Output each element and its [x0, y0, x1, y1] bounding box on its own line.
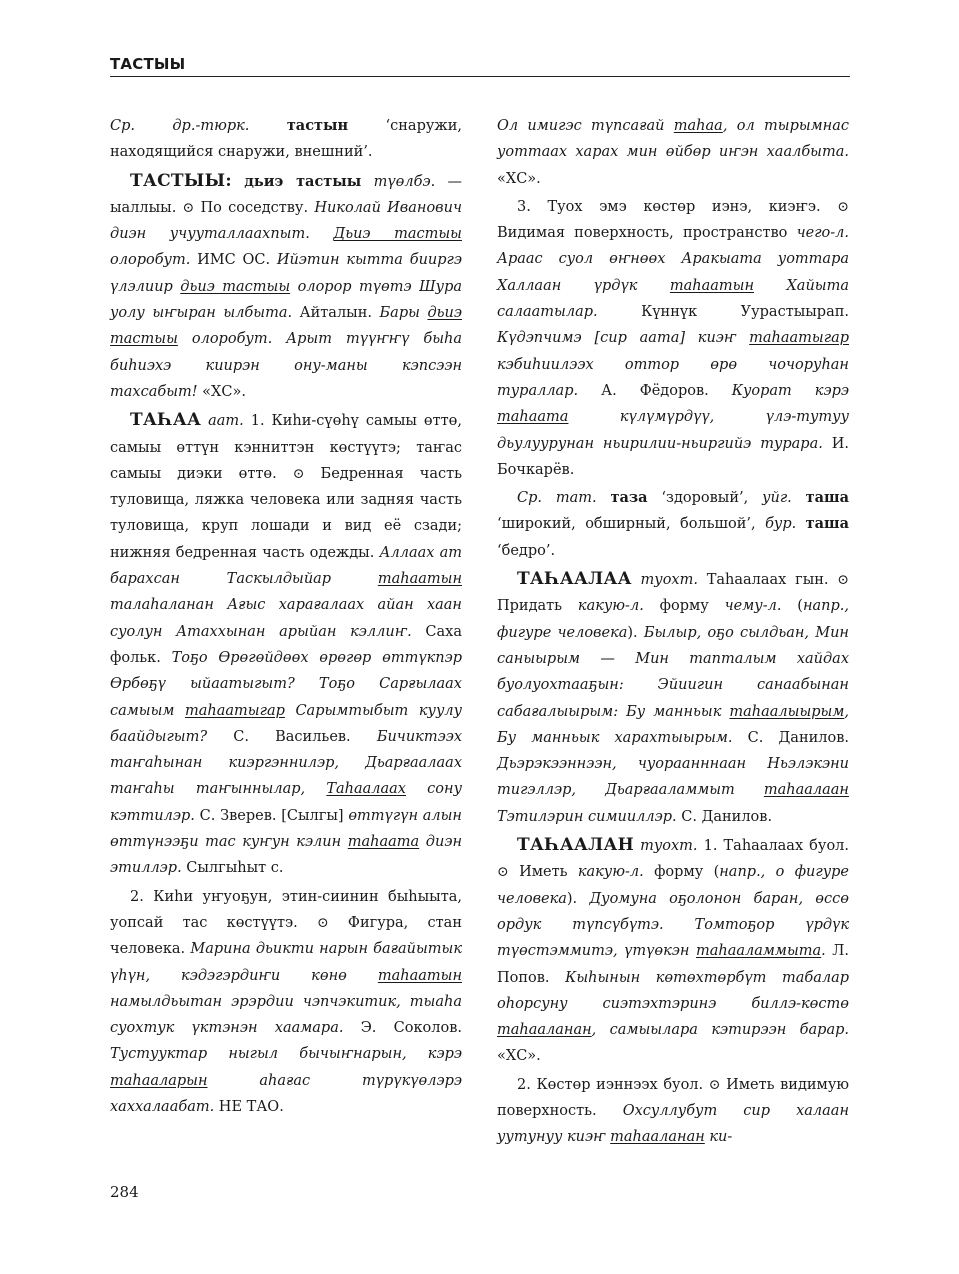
text-segment: форму	[643, 598, 725, 615]
meaning-marker-icon: ⊙	[497, 864, 509, 881]
italic-text: Араас суол өҥнөөх Аракыата уоттара Халлаан үрдүк	[497, 251, 849, 294]
italic-text: намылдьытан эрэрдии чэпчэкитик, тыаһа суохтук үктэнэн хаамара.	[110, 993, 462, 1037]
underlined-example: таһаата	[497, 409, 569, 426]
text-segment: А. Фёдоров.	[578, 382, 732, 399]
text-segment	[249, 118, 286, 134]
italic-text: Күдэпчимэ [сир аата] киэҥ	[497, 330, 750, 347]
underlined-example: таһааларын	[110, 1072, 208, 1089]
text-segment: «ХС».	[497, 170, 541, 187]
right-column	[497, 113, 849, 1153]
text-segment: С. Данилов.	[676, 808, 773, 825]
entry-paragraph	[497, 1072, 849, 1151]
italic-text: кэбиһиилээх оттор өрө чочоруһан тураллар.	[497, 356, 849, 399]
italic-text: түөлбэ.	[373, 173, 436, 190]
text-segment: С. Васильев.	[207, 728, 377, 745]
italic-text: , самыылара кэтирээн барар.	[591, 1022, 849, 1039]
italic-text: Ср. др.-тюрк.	[110, 118, 250, 134]
italic-text: какую-л.	[577, 864, 644, 881]
meaning-marker-icon: ⊙	[182, 199, 195, 216]
italic-text: .	[821, 943, 826, 960]
italic-text: напр., фигуре человека	[497, 598, 849, 641]
running-header-title: ТАСТЫЫ	[110, 55, 186, 73]
running-header	[110, 55, 850, 77]
italic-text: Ийэтин кытта бииргэ үлэлиир	[110, 252, 462, 295]
underlined-example: дьиэ тастыы	[180, 278, 291, 295]
entry-paragraph	[497, 485, 849, 564]
italic-text: олорор түөтэ Шура уолу ыҥыран ылбыта.	[110, 278, 462, 322]
italic-text: Аллаах ат барахсан Таскылдыйар	[110, 544, 462, 588]
text-segment	[796, 516, 805, 532]
italic-text: Сарымтыбыт куулу баайдыгыт?	[110, 702, 462, 745]
italic-text: туохт.	[640, 572, 698, 589]
text-segment: ‘бедро’.	[497, 542, 556, 559]
italic-text: чего-л.	[796, 225, 849, 242]
bold-term: таша	[805, 515, 849, 533]
underlined-example: таһааламмыта	[696, 943, 822, 960]
italic-text: Марина дьикти нарын бағайытык үһүн, кэдэгэрдиҥи көнө	[110, 941, 462, 984]
meaning-marker-icon: ⊙	[316, 914, 329, 931]
italic-text: диэн этиллэр.	[110, 834, 462, 877]
text-segment: С. Данилов.	[732, 729, 849, 746]
text-segment: Видимая поверхность, пространство	[497, 225, 797, 242]
text-segment: И. Бочкарёв.	[497, 435, 849, 478]
underlined-example: таһаалаан	[763, 782, 849, 799]
italic-text: олоробут. Арыт түүҥҥү быһа биһиэхэ киирэн ону-маны кэпсээн тахсабыт!	[110, 331, 462, 400]
text-segment: «ХС».	[497, 1048, 541, 1065]
text-segment: Э. Соколов.	[343, 1020, 462, 1037]
entry-paragraph	[497, 194, 849, 483]
text-segment: Придать	[497, 598, 578, 615]
bold-term: дьиэ тастыы	[244, 172, 362, 190]
italic-text: Дьэрэкээннээн, чуораанннаан Ньэлэкэни тигэллэр, Дьарғааламмыт	[497, 756, 849, 799]
text-segment: 2. Көстөр иэннээх буол.	[517, 1076, 709, 1093]
italic-text: олоробут.	[110, 252, 191, 269]
text-segment: Фигура, стан человека.	[110, 914, 462, 958]
bold-term: таша	[805, 489, 850, 507]
text-segment: Саха фольк.	[110, 623, 462, 666]
italic-text: чему-л.	[724, 598, 782, 615]
text-segment: 3. Туох эмэ көстөр иэнэ, киэҥэ.	[517, 198, 838, 215]
text-segment: ‘здоровый’,	[647, 490, 763, 507]
headword: ТАҺААЛАА	[517, 569, 632, 590]
bold-term: таза	[610, 489, 648, 507]
text-segment: НЕ ТАО.	[214, 1098, 284, 1115]
text-segment: ИМС ОС.	[190, 252, 277, 269]
entry-paragraph	[110, 407, 462, 881]
italic-text: туохт.	[640, 838, 698, 855]
meaning-marker-icon: ⊙	[708, 1076, 721, 1093]
text-segment: форму (	[643, 864, 720, 881]
italic-text: күлүмүрдүү, үлэ-тутуу дьулуурунан ньирилии-ньиргийэ турара.	[497, 409, 849, 452]
underlined-example: таһаатын	[377, 967, 462, 984]
text-segment: ‘снаружи, находящийся снаружи, внешний’.	[110, 118, 463, 161]
italic-text: аат.	[208, 413, 244, 430]
entry-paragraph	[110, 113, 462, 166]
underlined-example: таһаата	[347, 834, 420, 851]
text-segment: ).	[627, 624, 644, 641]
underlined-example: таһаатыгар	[185, 702, 285, 719]
italic-text: какую-л.	[577, 598, 644, 615]
left-column	[110, 113, 462, 1122]
text-segment: «ХС».	[197, 383, 246, 400]
text-segment	[792, 490, 806, 506]
text-segment: По соседству.	[194, 199, 315, 216]
underlined-example: таһаатыгар	[749, 330, 849, 347]
italic-text: Тоҕо Өрөгөйдөөх өрөгөр өттүкпэр Өрбөҕү ыйаатыгыт? Тоҕо Сарғылаах самыым	[110, 649, 462, 719]
underlined-example: Дьиэ тастыы	[333, 226, 462, 243]
headword: ТАҺАА	[130, 410, 202, 431]
underlined-example: таһаа	[673, 118, 723, 134]
text-segment: — ыаллыы.	[110, 173, 463, 216]
italic-text: Кыһынын көтөхтөрбүт табалар оһорсуну сиэтэхтэринэ биллэ-көстө	[497, 969, 849, 1012]
italic-text: аһағас түрүкүөлэрэ хаххалаабат.	[110, 1072, 462, 1115]
text-segment: Таһаалаах гын.	[697, 572, 838, 589]
italic-text: Хайыта салаатылар.	[497, 277, 849, 321]
underlined-example: таһаалыырым	[729, 703, 845, 720]
underlined-example: таһаатын	[377, 571, 462, 588]
text-segment: 1. Киһи-сүөһү самыы өттө, самыы өттүн кэнниттэн көстүүтэ; таҥас самыы диэки өттө.	[110, 413, 463, 482]
underlined-example: дьиэ тастыы	[110, 305, 462, 348]
italic-text: Ол имигэс түпсағай	[497, 118, 674, 134]
italic-text: Дуомуна оҕолонон баран, өссө ордук түпсүбүтэ. Томтоҕор үрдүк түөстэммитэ, үтүөкэн	[497, 890, 849, 960]
italic-text: уйг.	[762, 490, 792, 507]
text-segment	[597, 490, 611, 506]
text-segment: ).	[566, 890, 590, 907]
italic-text: бур.	[765, 516, 797, 533]
italic-text: Николай Иванович диэн учууталлаахпыт.	[110, 199, 462, 243]
italic-text: Бары	[379, 305, 428, 322]
italic-text: Тэтилэрин симииллэр.	[497, 808, 677, 825]
meaning-marker-icon: ⊙	[292, 465, 305, 482]
entry-paragraph	[497, 566, 849, 830]
italic-text: напр., о фигуре человека	[497, 864, 849, 907]
italic-text: Бичиктээх таҥаһынан киэргэннилэр, Дьарғаалаах таҥаһы таҥыннылар,	[110, 728, 462, 798]
italic-text: өттүгүн алын өттүнээҕи тас куҥун кэлин	[110, 807, 462, 851]
page-number: 284	[110, 1183, 139, 1201]
underlined-example: Таһаалаах	[326, 781, 406, 798]
italic-text: Охсуллубут сир халаан уутунуу киэҥ	[497, 1102, 849, 1146]
text-segment: Айталын.	[292, 305, 380, 322]
text-segment	[232, 174, 244, 190]
italic-text: Былыр, оҕо сылдьан, Мин саныырым — Мин тапталым хайдах буолуохтааҕын: Эйиигин санаабынан сабағалыырым: Бу манньык	[497, 624, 849, 720]
underlined-example: таһаатын	[669, 277, 755, 294]
entry-paragraph	[497, 832, 849, 1070]
text-segment: Иметь	[508, 864, 578, 881]
italic-text: Тустууктар ныгыл бычыҥнарын, кэрэ	[110, 1046, 462, 1063]
italic-text: сону кэттилэр.	[110, 781, 462, 824]
italic-text: , Бу манньык харахтыырым.	[497, 703, 849, 746]
underlined-example: таһааланан	[497, 1022, 592, 1039]
italic-text: талаһаланан Ағыс харағалаах айан хаан суолун Атаххынан арыйан кэллиҥ.	[110, 597, 462, 640]
text-segment: Иметь видимую поверхность.	[497, 1076, 849, 1119]
bold-term: тастын	[286, 117, 349, 134]
text-segment: ‘широкий, обширный, большой’,	[497, 516, 766, 533]
text-segment: Күннүк Уурастыырап.	[597, 304, 849, 321]
entry-paragraph	[110, 168, 462, 406]
meaning-marker-icon: ⊙	[837, 198, 849, 215]
text-segment: Бедренная часть туловища, ляжка человека или задняя часть туловища, круп лошади и вид её сзади; нижняя бедренная часть одежды.	[110, 465, 462, 561]
text-segment	[632, 572, 641, 588]
text-segment: С. Зверев. [Сылгы]	[194, 807, 349, 824]
text-segment: Л. Попов.	[497, 943, 849, 986]
headword: ТАҺААЛАН	[517, 835, 635, 856]
text-segment: 2. Киһи уҥуоҕун, этин-сиинин быһыыта, уопсай тас көстүүтэ.	[110, 888, 462, 931]
text-segment: 1. Таһаалаах буол.	[697, 838, 849, 855]
entry-paragraph	[110, 884, 462, 1121]
italic-text: ки-	[704, 1129, 733, 1146]
italic-text: , ол тырымнас уоттаах харах мин өйбөр иҥэн хаалбыта.	[497, 118, 849, 161]
headword: ТАСТЫЫ:	[130, 170, 232, 191]
text-segment: (	[781, 598, 803, 615]
italic-text: Ср. тат.	[517, 490, 597, 507]
meaning-marker-icon: ⊙	[837, 572, 849, 589]
entry-paragraph	[497, 113, 849, 192]
italic-text: Куорат кэрэ	[731, 382, 849, 399]
text-segment: Сылгыһыт с.	[181, 860, 284, 877]
text-segment	[361, 174, 373, 190]
underlined-example: таһааланан	[610, 1129, 705, 1146]
